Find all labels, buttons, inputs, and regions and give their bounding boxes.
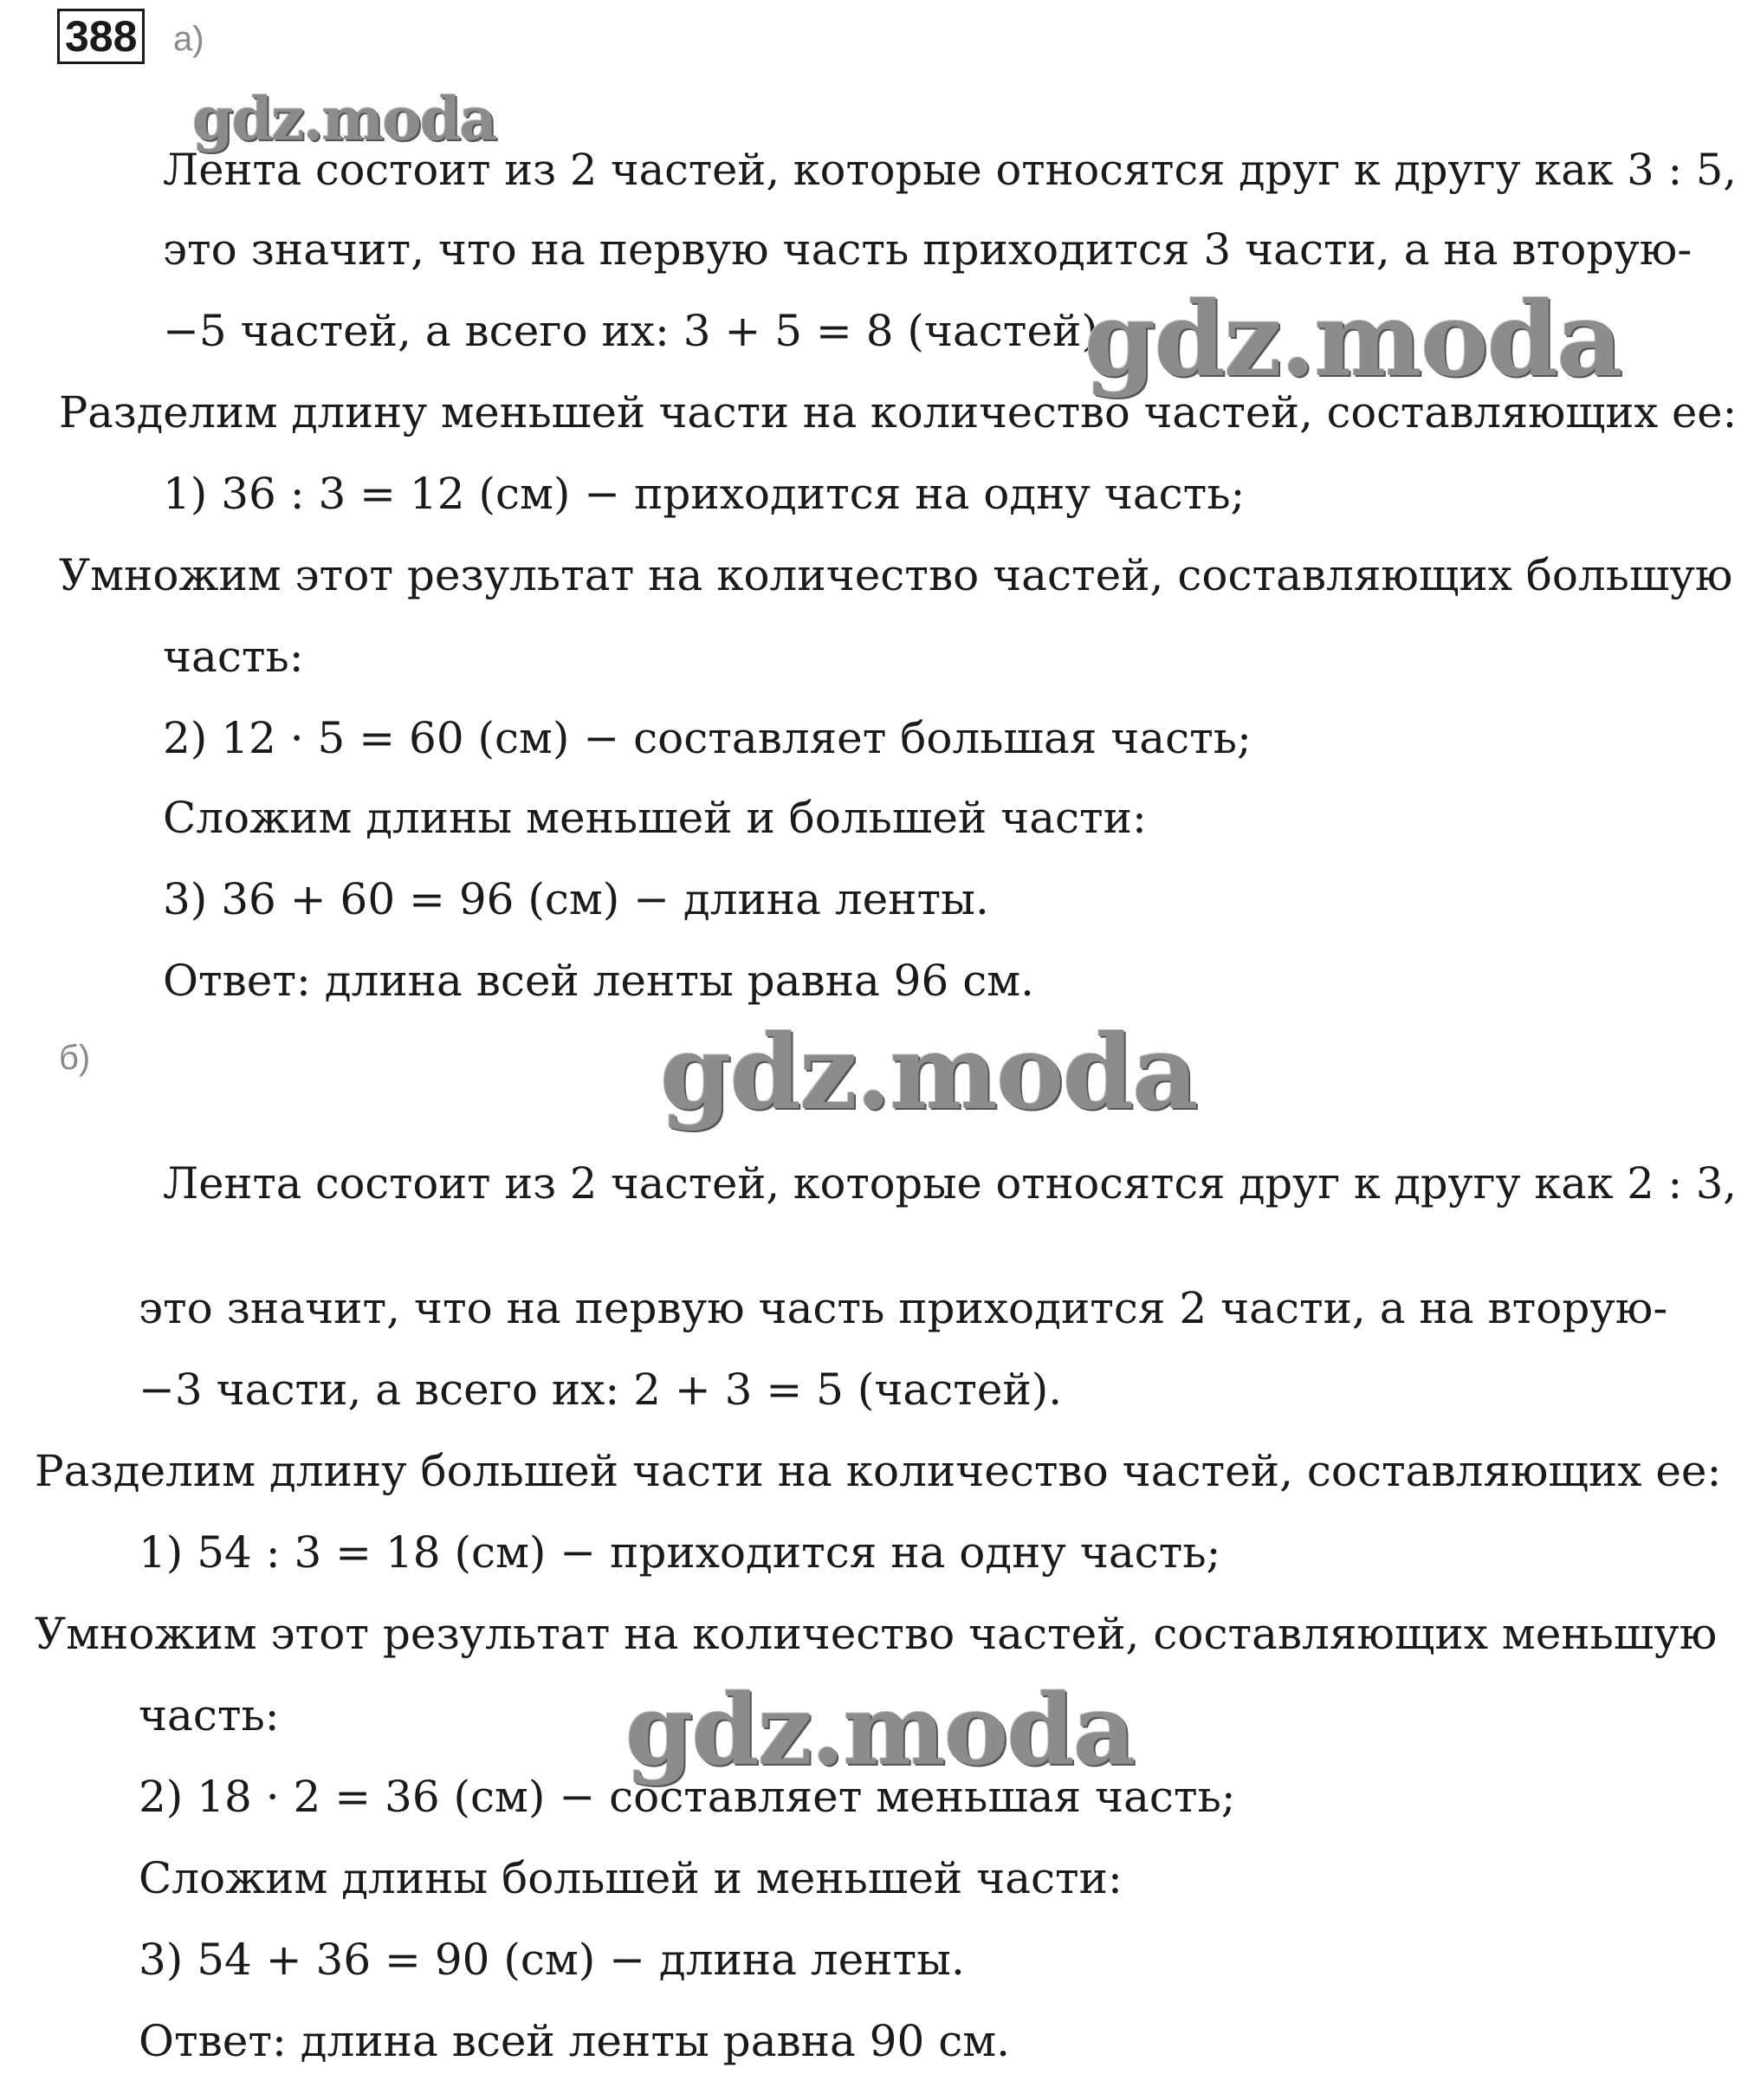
watermark-4: gdz.moda bbox=[625, 1674, 1135, 1787]
part-b-step-2: 2) 18 · 2 = 36 (см) − составляет меньшая часть; bbox=[139, 1772, 1236, 1822]
part-a-line-9: Сложим длины меньшей и большей части: bbox=[163, 793, 1147, 843]
part-b-step-1: 1) 54 : 3 = 18 (см) − приходится на одну часть; bbox=[139, 1527, 1221, 1578]
part-a-step-2: 2) 12 · 5 = 60 (см) − составляет большая часть; bbox=[163, 713, 1252, 763]
part-b-line-6: Умножим этот результат на количество частей, составляющих меньшую bbox=[35, 1609, 1718, 1659]
part-b-answer: Ответ: длина всей ленты равна 90 см. bbox=[139, 2016, 1010, 2066]
part-a-line-6: Умножим этот результат на количество частей, составляющих большую bbox=[59, 550, 1733, 600]
watermark-1: gdz.moda bbox=[192, 85, 496, 154]
part-a-line-2: это значит, что на первую часть приходится 3 части, а на вторую- bbox=[163, 224, 1693, 275]
part-b-line-7: часть: bbox=[139, 1690, 280, 1740]
watermark-2: gdz.moda bbox=[1084, 279, 1621, 399]
problem-number: 388 bbox=[57, 9, 145, 64]
part-a-step-3: 3) 36 + 60 = 96 (см) − длина ленты. bbox=[163, 874, 989, 924]
watermark-3: gdz.moda bbox=[660, 1012, 1197, 1132]
part-a-step-1: 1) 36 : 3 = 12 (см) − приходится на одну часть; bbox=[163, 469, 1246, 519]
part-b-line-1: Лента состоит из 2 частей, которые относятся друг к другу как 2 : 3, bbox=[163, 1158, 1738, 1209]
part-a-answer: Ответ: длина всей ленты равна 96 см. bbox=[163, 956, 1034, 1006]
part-b-step-3: 3) 54 + 36 = 90 (см) − длина ленты. bbox=[139, 1935, 965, 1985]
part-a-label: а) bbox=[173, 20, 204, 58]
part-a-line-1: Лента состоит из 2 частей, которые относятся друг к другу как 3 : 5, bbox=[163, 145, 1738, 195]
part-a-line-3: −5 частей, а всего их: 3 + 5 = 8 (частей). bbox=[163, 306, 1112, 356]
part-a-line-4: Разделим длину меньшей части на количество частей, составляющих ее: bbox=[59, 387, 1738, 438]
part-b-line-2: это значит, что на первую часть приходится 2 части, а на вторую- bbox=[139, 1283, 1668, 1333]
part-b-line-9: Сложим длины большей и меньшей части: bbox=[139, 1853, 1123, 1903]
part-b-label: б) bbox=[59, 1039, 91, 1077]
part-a-line-7: часть: bbox=[163, 632, 304, 682]
part-b-line-3: −3 части, а всего их: 2 + 3 = 5 (частей). bbox=[139, 1364, 1063, 1415]
part-b-line-4: Разделим длину большей части на количество частей, составляющих ее: bbox=[35, 1446, 1722, 1496]
